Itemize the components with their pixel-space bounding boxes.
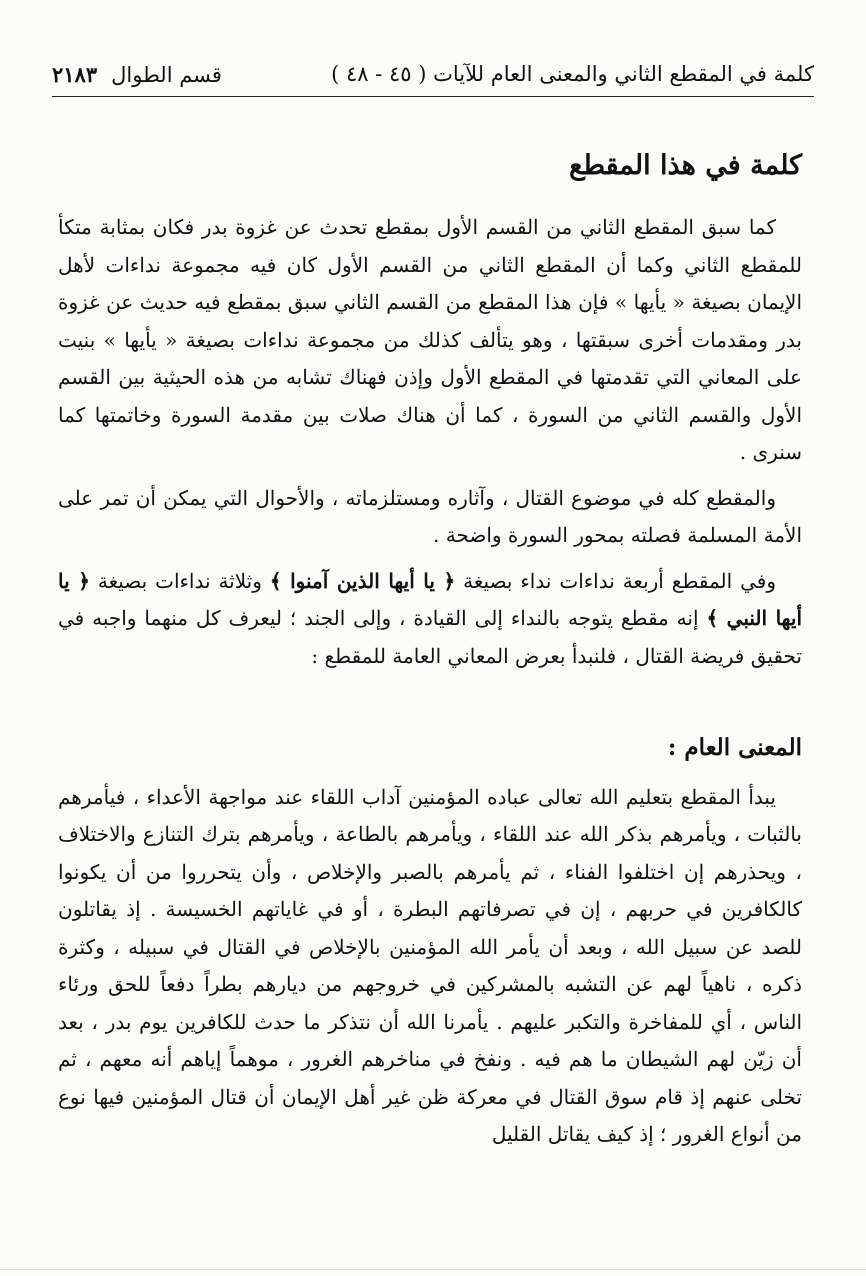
paragraph-2: والمقطع كله في موضوع القتال ، وآثاره ومستلزماته ، والأحوال التي يمكن أن تمر على الأمة المسلمة فصلته بمحور السورة واضحة . xyxy=(58,485,802,548)
paragraph-3 xyxy=(58,563,802,676)
running-section xyxy=(52,62,222,87)
general-meaning-heading: المعنى العام : xyxy=(667,734,802,762)
running-header xyxy=(52,58,814,94)
section-heading: كلمة في هذا المقطع xyxy=(569,150,802,181)
page-number: ٢١٨٣ xyxy=(52,62,98,87)
paragraph-3-text-2: وثلاثة نداءات بصيغة xyxy=(97,568,262,593)
paragraph-3-text-3: إنه مقطع يتوجه بالنداء إلى القيادة ، وإلى الجند ؛ ليعرف كل منهما واجبه في تحقيق فريضة القتال ، فلنبدأ بعرض المعاني العامة للمقطع : xyxy=(58,606,802,668)
page-content xyxy=(58,148,802,1162)
header-rule xyxy=(52,96,814,97)
quran-quote-prophet: ﴿ يا أيها النبي ﴾ xyxy=(58,568,802,631)
quran-quote-believers: ﴿ يا أيها الذين آمنوا ﴾ xyxy=(269,568,456,593)
general-meaning-paragraph: يبدأ المقطع بتعليم الله تعالى عباده المؤمنين آداب اللقاء عند مواجهة الأعداء ، فيأمرهم بالثبات ، ويأمرهم بذكر الله عند اللقاء ، ويأمرهم بالطاعة ، ويأمرهم بترك التنازع والاختلاف ، ويحذرهم إن اختلفوا الفناء ، ثم يأمرهم بالصبر والإخلاص ، وأن يتحرروا من أن يكونوا كالكافرين في حربهم ، إن في تصرفاتهم البطرة ، أو في غاياتهم الخسيسة . إذ يقاتلون للصد عن سبيل الله ، وبعد أن يأمر الله المؤمنين بالإخلاص في القتال في سبيله ، وكثرة ذكره ، ناهياً لهم عن التشبه بالمشركين في خروجهم من ديارهم بطراً دفعاً للحق ورئاء الناس ، أي للمفاخرة والتكبر عليهم . يأمرنا الله أن نتذكر ما حدث للكافرين يوم بدر ، بعد أن زيّن لهم الشيطان ما هم فيه . ونفخ في مناخرهم الغرور ، موهماً إياهم أنه معهم ، ثم تخلى عنهم إذ قام سوق القتال في معركة ظن غير أهل الإيمان أن قتال المؤمنين فيها نوع من أنواع الغرور ؛ إذ كيف يقاتل القليل xyxy=(58,784,803,1147)
paragraph-1: كما سبق المقطع الثاني من القسم الأول بمقطع تحدث عن غزوة بدر فكان بمثابة متكأ للمقطع الثاني وكما أن المقطع الثاني من القسم الأول كان فيه مجموعة نداءات لأهل الإيمان بصيغة « يأيها » فإن هذا المقطع من القسم الثاني سبق بمقطع فيه حديث عن غزوة بدر ومقدمات أخرى سبقتها ، وهو يتألف كذلك من مجموعة نداءات بصيغة « يأيها » بنيت على المعاني التي تقدمتها في المقطع الأول وإذن فهناك تشابه من هذه الحيثية بين القسم الأول والقسم الثاني من السورة ، كما أن هناك صلات بين مقدمة السورة وخاتمتها كما سنرى . xyxy=(58,215,802,465)
paragraph-3-text-1: وفي المقطع أربعة نداءات نداء بصيغة xyxy=(463,568,777,593)
section-name: قسم الطوال xyxy=(111,63,222,87)
running-title: كلمة في المقطع الثاني والمعنى العام للآيات ( ٤٥ - ٤٨ ) xyxy=(331,62,814,86)
page-bottom-edge xyxy=(0,1269,866,1270)
